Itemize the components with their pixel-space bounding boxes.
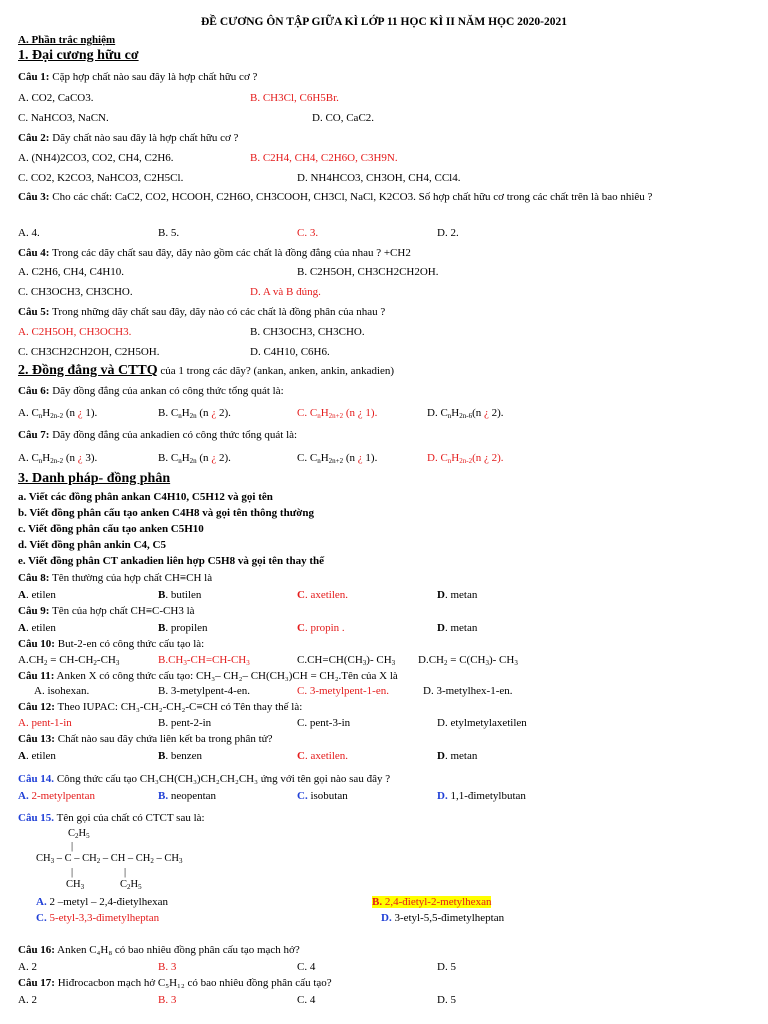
- q8-option-a: A. etilen: [18, 589, 56, 601]
- q10-option-b: $B.CH_3-CH=CH-CH_3$: [158, 654, 250, 667]
- structural-formula: $C_2H_5$: [68, 828, 90, 840]
- q7-option-b: B. $C_nH_{2n}$ (n ¿ 2).: [158, 452, 231, 465]
- q10-option-d: $D.CH_2 = C(CH_3)-$ $CH_3$: [418, 654, 518, 667]
- q17-option-b: B. 3: [158, 994, 177, 1006]
- branch-c2h5: $C_2H_5$: [120, 879, 142, 891]
- heading-2: 2. Đồng đẳng và CTTQ: [18, 363, 158, 378]
- q17-option-a: A. 2: [18, 994, 37, 1006]
- q11-option-c: C. 3-metylpent-1-en.: [297, 685, 389, 697]
- q8-option-b: B. butilen: [158, 589, 202, 601]
- question-10: Câu 10: But-2-en có công thức cấu tạo là:: [18, 638, 205, 650]
- question-15: Câu 15. Tên gọi của chất có CTCT sau là:: [18, 812, 205, 824]
- question-4: Câu 4: Trong các dãy chất sau đây, dãy nào gồm các chất là đồng đẳng của nhau ? +CH2: [18, 247, 411, 259]
- bond-up: |: [71, 841, 74, 852]
- q15-option-a: A. 2 –metyl – 2,4-đietylhexan: [36, 896, 168, 908]
- q17-option-c: C. 4: [297, 994, 316, 1006]
- q11-option-d: D. 3-metylhex-1-en.: [423, 685, 513, 697]
- heading-2-note: của 1 trong các dãy? (ankan, anken, ankin, ankadien): [160, 365, 395, 377]
- q13-option-c: C. axetilen.: [297, 750, 349, 762]
- q5-option-a: A. C2H5OH, CH3OCH3.: [18, 326, 132, 338]
- q1-option-d: D. CO, CaC2.: [312, 112, 375, 124]
- q6-option-d: D. $C_nH_{2n-6}(n$ ¿ 2).: [427, 407, 504, 420]
- q1-option-a: A. CO2, CaCO3.: [18, 92, 94, 104]
- q13-option-b: B. benzen: [158, 750, 202, 762]
- q12-option-b: B. pent-2-in: [158, 717, 212, 729]
- q2-option-c: C. CO2, K2CO3, NaHCO3, C2H5Cl.: [18, 172, 184, 184]
- q7-option-a: A. $C_nH_{2n-2}$ (n ¿ 3).: [18, 452, 98, 465]
- bond-down-1: |: [71, 867, 74, 878]
- task-c: c. Viết đồng phân cấu tạo anken C5H10: [18, 523, 204, 535]
- q7-option-d: D. $C_nH_{2n-2}(n$ ¿ 2).: [427, 452, 504, 465]
- q3-option-a: A. 4.: [18, 227, 40, 239]
- q2-option-b: B. C2H4, CH4, C2H6O, C3H9N.: [250, 152, 398, 164]
- q5-option-b: B. CH3OCH3, CH3CHO.: [250, 326, 365, 338]
- q2-option-a: A. (NH4)2CO3, CO2, CH4, C2H6.: [18, 152, 174, 164]
- q4-option-a: A. C2H6, CH4, C4H10.: [18, 266, 125, 278]
- q3-option-d: D. 2.: [437, 227, 459, 239]
- question-14: Câu 14. Công thức cấu tạo CH₃CH(CH₃)CH₂CH₂CH₃ ứng với tên gọi nào sau đây ?: [18, 773, 391, 785]
- q10-option-c: $C.CH=CH(CH_3)-$ $CH_3$: [297, 654, 396, 667]
- q6-option-b: B. $C_nH_{2n}$ (n ¿ 2).: [158, 407, 231, 420]
- q9-option-b: B. propilen: [158, 622, 208, 634]
- q5-option-c: C. CH3CH2CH2OH, C2H5OH.: [18, 346, 160, 358]
- q14-option-d: D. 1,1-đimetylbutan: [437, 790, 526, 802]
- q3-option-b: B. 5.: [158, 227, 180, 239]
- question-3: Câu 3: Cho các chất: CaC2, CO2, HCOOH, C2H6O, CH3COOH, CH3Cl, NaCl, K2CO3. Số hợp chất hữu cơ trong các chất trên là bao nhiêu ?: [18, 191, 653, 203]
- q12-option-c: C. pent-3-in: [297, 717, 351, 729]
- q16-option-d: D. 5: [437, 961, 456, 973]
- question-16: Câu 16: Anken C₄H₈ có bao nhiêu đồng phân cấu tạo mạch hở?: [18, 944, 300, 956]
- q12-option-d: D. etylmetylaxetilen: [437, 717, 527, 729]
- q9-option-c: C. propin .: [297, 622, 345, 634]
- q11-option-a: A. isohexan.: [34, 685, 90, 697]
- q2-option-d: D. NH4HCO3, CH3OH, CH4, CCl4.: [297, 172, 461, 184]
- q4-option-d: D. A và B đúng.: [250, 286, 321, 298]
- branch-ch3: $CH_3$: [66, 879, 85, 891]
- question-6: Câu 6: Dãy đồng đẳng của ankan có công thức tổng quát là:: [18, 385, 284, 397]
- q16-option-a: A. 2: [18, 961, 37, 973]
- question-13: Câu 13: Chất nào sau đây chứa liên kết ba trong phân tử?: [18, 733, 273, 745]
- section-a-heading: A. Phần trắc nghiệm: [18, 34, 116, 46]
- q1-option-b: B. CH3Cl, C6H5Br.: [250, 92, 339, 104]
- task-b: b. Viết đồng phân cấu tạo anken C4H8 và gọi tên thông thường: [18, 507, 315, 519]
- q6-option-a: A. $C_nH_{2n-2}$ (n ¿ 1).: [18, 407, 98, 420]
- q14-option-c: C. isobutan: [297, 790, 348, 802]
- q4-option-c: C. CH3OCH3, CH3CHO.: [18, 286, 133, 298]
- q14-option-b: B. neopentan: [158, 790, 217, 802]
- question-1: Câu 1: Cặp hợp chất nào sau đây là hợp chất hữu cơ ?: [18, 71, 258, 83]
- question-8: Câu 8: Tên thường của hợp chất CH≡CH là: [18, 572, 213, 584]
- q1-option-c: C. NaHCO3, NaCN.: [18, 112, 109, 124]
- heading-2-row: [18, 364, 394, 378]
- q16-option-b: B. 3: [158, 961, 177, 973]
- q8-option-c: C. axetilen.: [297, 589, 349, 601]
- q13-option-a: A. etilen: [18, 750, 56, 762]
- heading-1: 1. Đại cương hữu cơ: [18, 48, 139, 63]
- q15-option-c: C. 5-etyl-3,3-đimetylheptan: [36, 912, 160, 924]
- task-a: a. Viết các đồng phân ankan C4H10, C5H12 và gọi tên: [18, 491, 273, 503]
- question-12: Câu 12: Theo IUPAC: CH₃-CH₂-CH₂-C≡CH có Tên thay thế là:: [18, 701, 303, 713]
- q8-option-d: D. metan: [437, 589, 478, 601]
- main-chain: $CH_3$ – C – $CH_2$ – CH – $CH_2 - CH_3$: [36, 853, 183, 865]
- q14-option-a: A. 2-metylpentan: [18, 790, 95, 802]
- q10-option-a: $A.CH_2 = CH-CH_2-CH_3$: [18, 654, 120, 667]
- q17-option-d: D. 5: [437, 994, 456, 1006]
- bond-down-2: |: [124, 867, 127, 878]
- q4-option-b: B. C2H5OH, CH3CH2CH2OH.: [297, 266, 439, 278]
- task-d: d. Viết đồng phân ankin C4, C5: [18, 539, 166, 551]
- q11-option-b: B. 3-metylpent-4-en.: [158, 685, 250, 697]
- q6-option-c: C. $C_nH_{2n+2}$ (n ¿ 1).: [297, 407, 378, 420]
- document-title: ĐỀ CƯƠNG ÔN TẬP GIỮA KÌ LỚP 11 HỌC KÌ II NĂM HỌC 2020-2021: [200, 16, 567, 28]
- question-11: Câu 11: Anken X có công thức cấu tạo: CH₃– CH₂– CH(CH₃)CH = CH₂.Tên của X là: [18, 670, 398, 682]
- question-17: Câu 17: Hiđrocacbon mạch hở C₅H₁₂ có bao nhiêu đồng phân cấu tạo?: [18, 977, 332, 989]
- q15-option-b: B. 2,4-đietyl-2-metylhexan: [372, 896, 492, 908]
- q3-option-c: C. 3.: [297, 227, 319, 239]
- q15-option-d: D. 3-etyl-5,5-đimetylheptan: [381, 912, 505, 924]
- q5-option-d: D. C4H10, C6H6.: [250, 346, 330, 358]
- q7-option-c: C. $C_nH_{2n+2}$ (n ¿ 1).: [297, 452, 378, 465]
- heading-3: 3. Danh pháp- đồng phân: [18, 471, 171, 486]
- q9-option-d: D. metan: [437, 622, 478, 634]
- q9-option-a: A. etilen: [18, 622, 56, 634]
- q12-option-a: A. pent-1-in: [18, 717, 72, 729]
- question-2: Câu 2: Dãy chất nào sau đây là hợp chất hữu cơ ?: [18, 132, 239, 144]
- q13-option-d: D. metan: [437, 750, 478, 762]
- q16-option-c: C. 4: [297, 961, 316, 973]
- question-7: Câu 7: Dãy đồng đẳng của ankadien có công thức tổng quát là:: [18, 429, 298, 441]
- question-5: Câu 5: Trong những dãy chất sau đây, dãy nào có các chất là đồng phân của nhau ?: [18, 306, 386, 318]
- question-9: Câu 9: Tên của hợp chất CH≡C-CH3 là: [18, 605, 195, 617]
- task-e: e. Viết đồng phân CT ankadien liên hợp C5H8 và gọi tên thay thế: [18, 555, 325, 567]
